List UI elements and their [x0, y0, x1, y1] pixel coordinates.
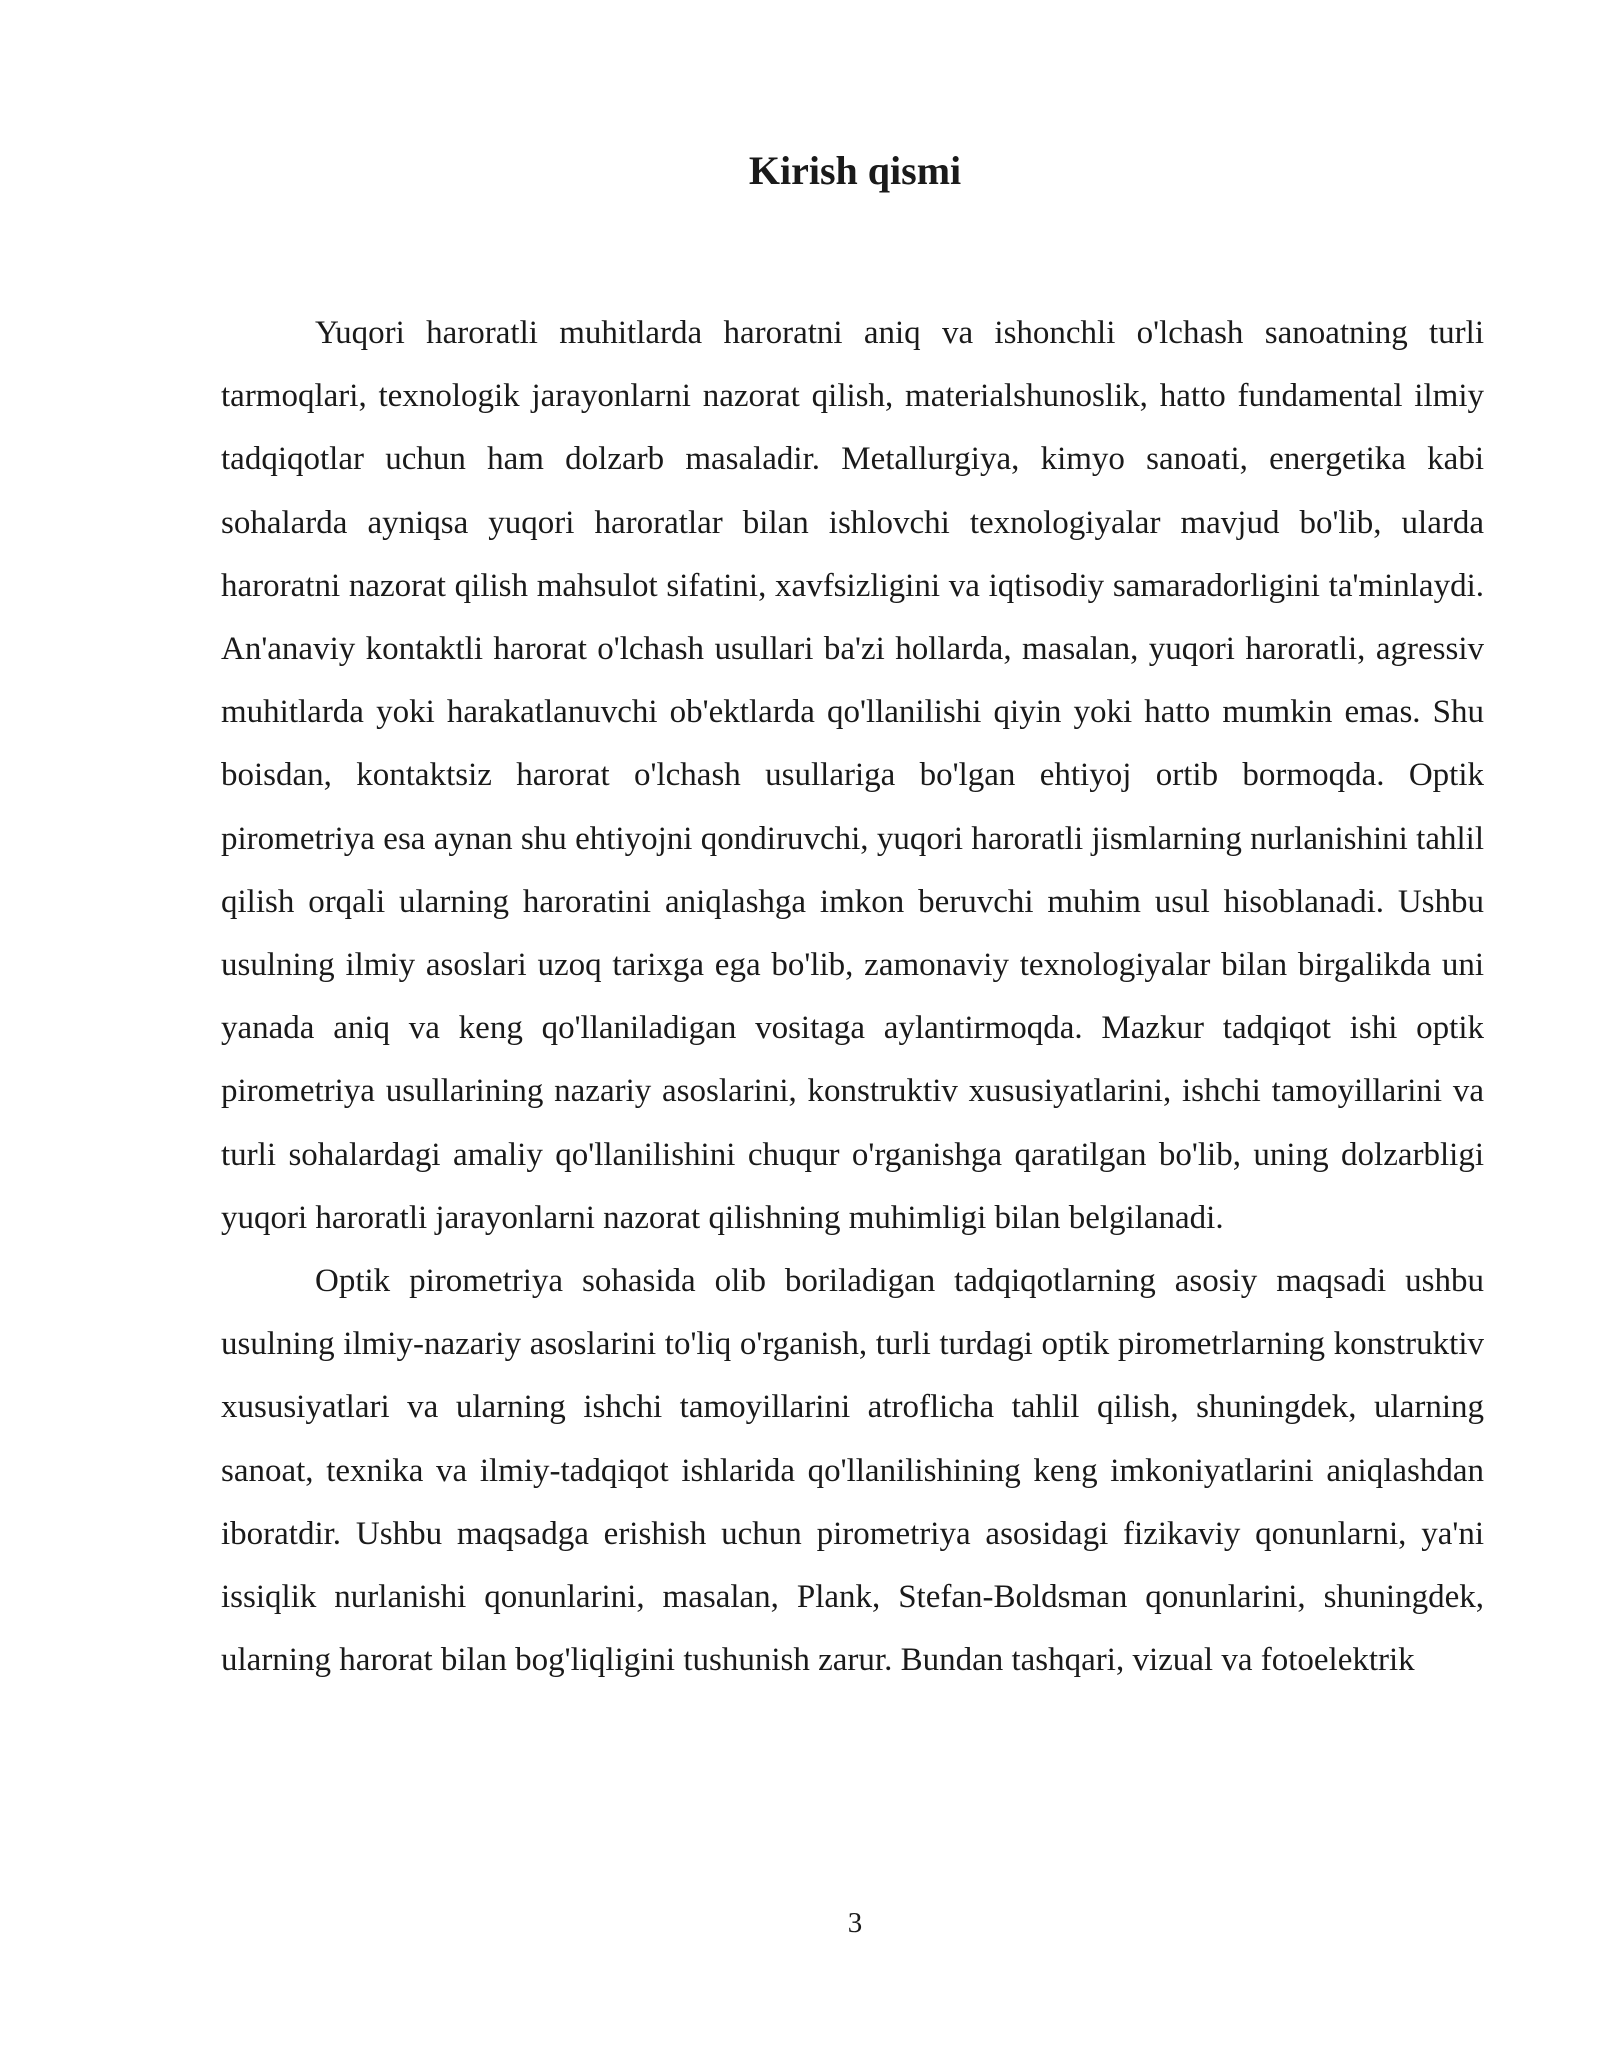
- page-title: Kirish qismi: [748, 148, 962, 193]
- paragraph-2: Optik pirometriya sohasida olib boriladigan tadqiqotlarning asosiy maqsadi ushbu usulning ilmiy-nazariy asoslarini to'liq o'rganish, turli turdagi optik pirometrlarning konstruktiv xususiyatlari va ularning ishchi tamoyillarini atroflicha tahlil qilish, shuningdek, ularning sanoat, texnika va ilmiy-tadqiqot ishlarida qo'llanilishining keng imkoniyatlarini aniqlashdan iboratdir. Ushbu maqsadga erishish uchun pirometriya asosidagi fizikaviy qonunlarni, ya'ni issiqlik nurlanishi qonunlarini, masalan, Plank, Stefan-Boldsman qonunlarini, shuningdek, ularning harorat bilan bog'liqligini tushunish zarur. Bundan tashqari, vizual va fotoelektrik: [221, 1263, 1484, 1679]
- body-text: [221, 302, 1484, 1692]
- paragraph-1: Yuqori haroratli muhitlarda haroratni aniq va ishonchli o'lchash sanoatning turli tarmoqlari, texnologik jarayonlarni nazorat qilish, materialshunoslik, hatto fundamental ilmiy tadqiqotlar uchun ham dolzarb masaladir. Metallurgiya, kimyo sanoati, energetika kabi sohalarda ayniqsa yuqori haroratlar bilan ishlovchi texnologiyalar mavjud bo'lib, ularda haroratni nazorat qilish mahsulot sifatini, xavfsizligini va iqtisodiy samaradorligini ta'minlaydi. An'anaviy kontaktli harorat o'lchash usullari ba'zi hollarda, masalan, yuqori haroratli, agressiv muhitlarda yoki harakatlanuvchi ob'ektlarda qo'llanilishi qiyin yoki hatto mumkin emas. Shu boisdan, kontaktsiz harorat o'lchash usullariga bo'lgan ehtiyoj ortib bormoqda. Optik pirometriya esa aynan shu ehtiyojni qondiruvchi, yuqori haroratli jismlarning nurlanishini tahlil qilish orqali ularning haroratini aniqlashga imkon beruvchi muhim usul hisoblanadi. Ushbu usulning ilmiy asoslari uzoq tarixga ega bo'lib, zamonaviy texnologiyalar bilan birgalikda uni yanada aniq va keng qo'llaniladigan vositaga aylantirmoqda. Mazkur tadqiqot ishi optik pirometriya usullarining nazariy asoslarini, konstruktiv xususiyatlarini, ishchi tamoyillarini va turli sohalardagi amaliy qo'llanilishini chuqur o'rganishga qaratilgan bo'lib, uning dolzarbligi yuqori haroratli jarayonlarni nazorat qilishning muhimligi bilan belgilanadi.: [221, 315, 1484, 1236]
- page-number: 3: [847, 1907, 863, 1939]
